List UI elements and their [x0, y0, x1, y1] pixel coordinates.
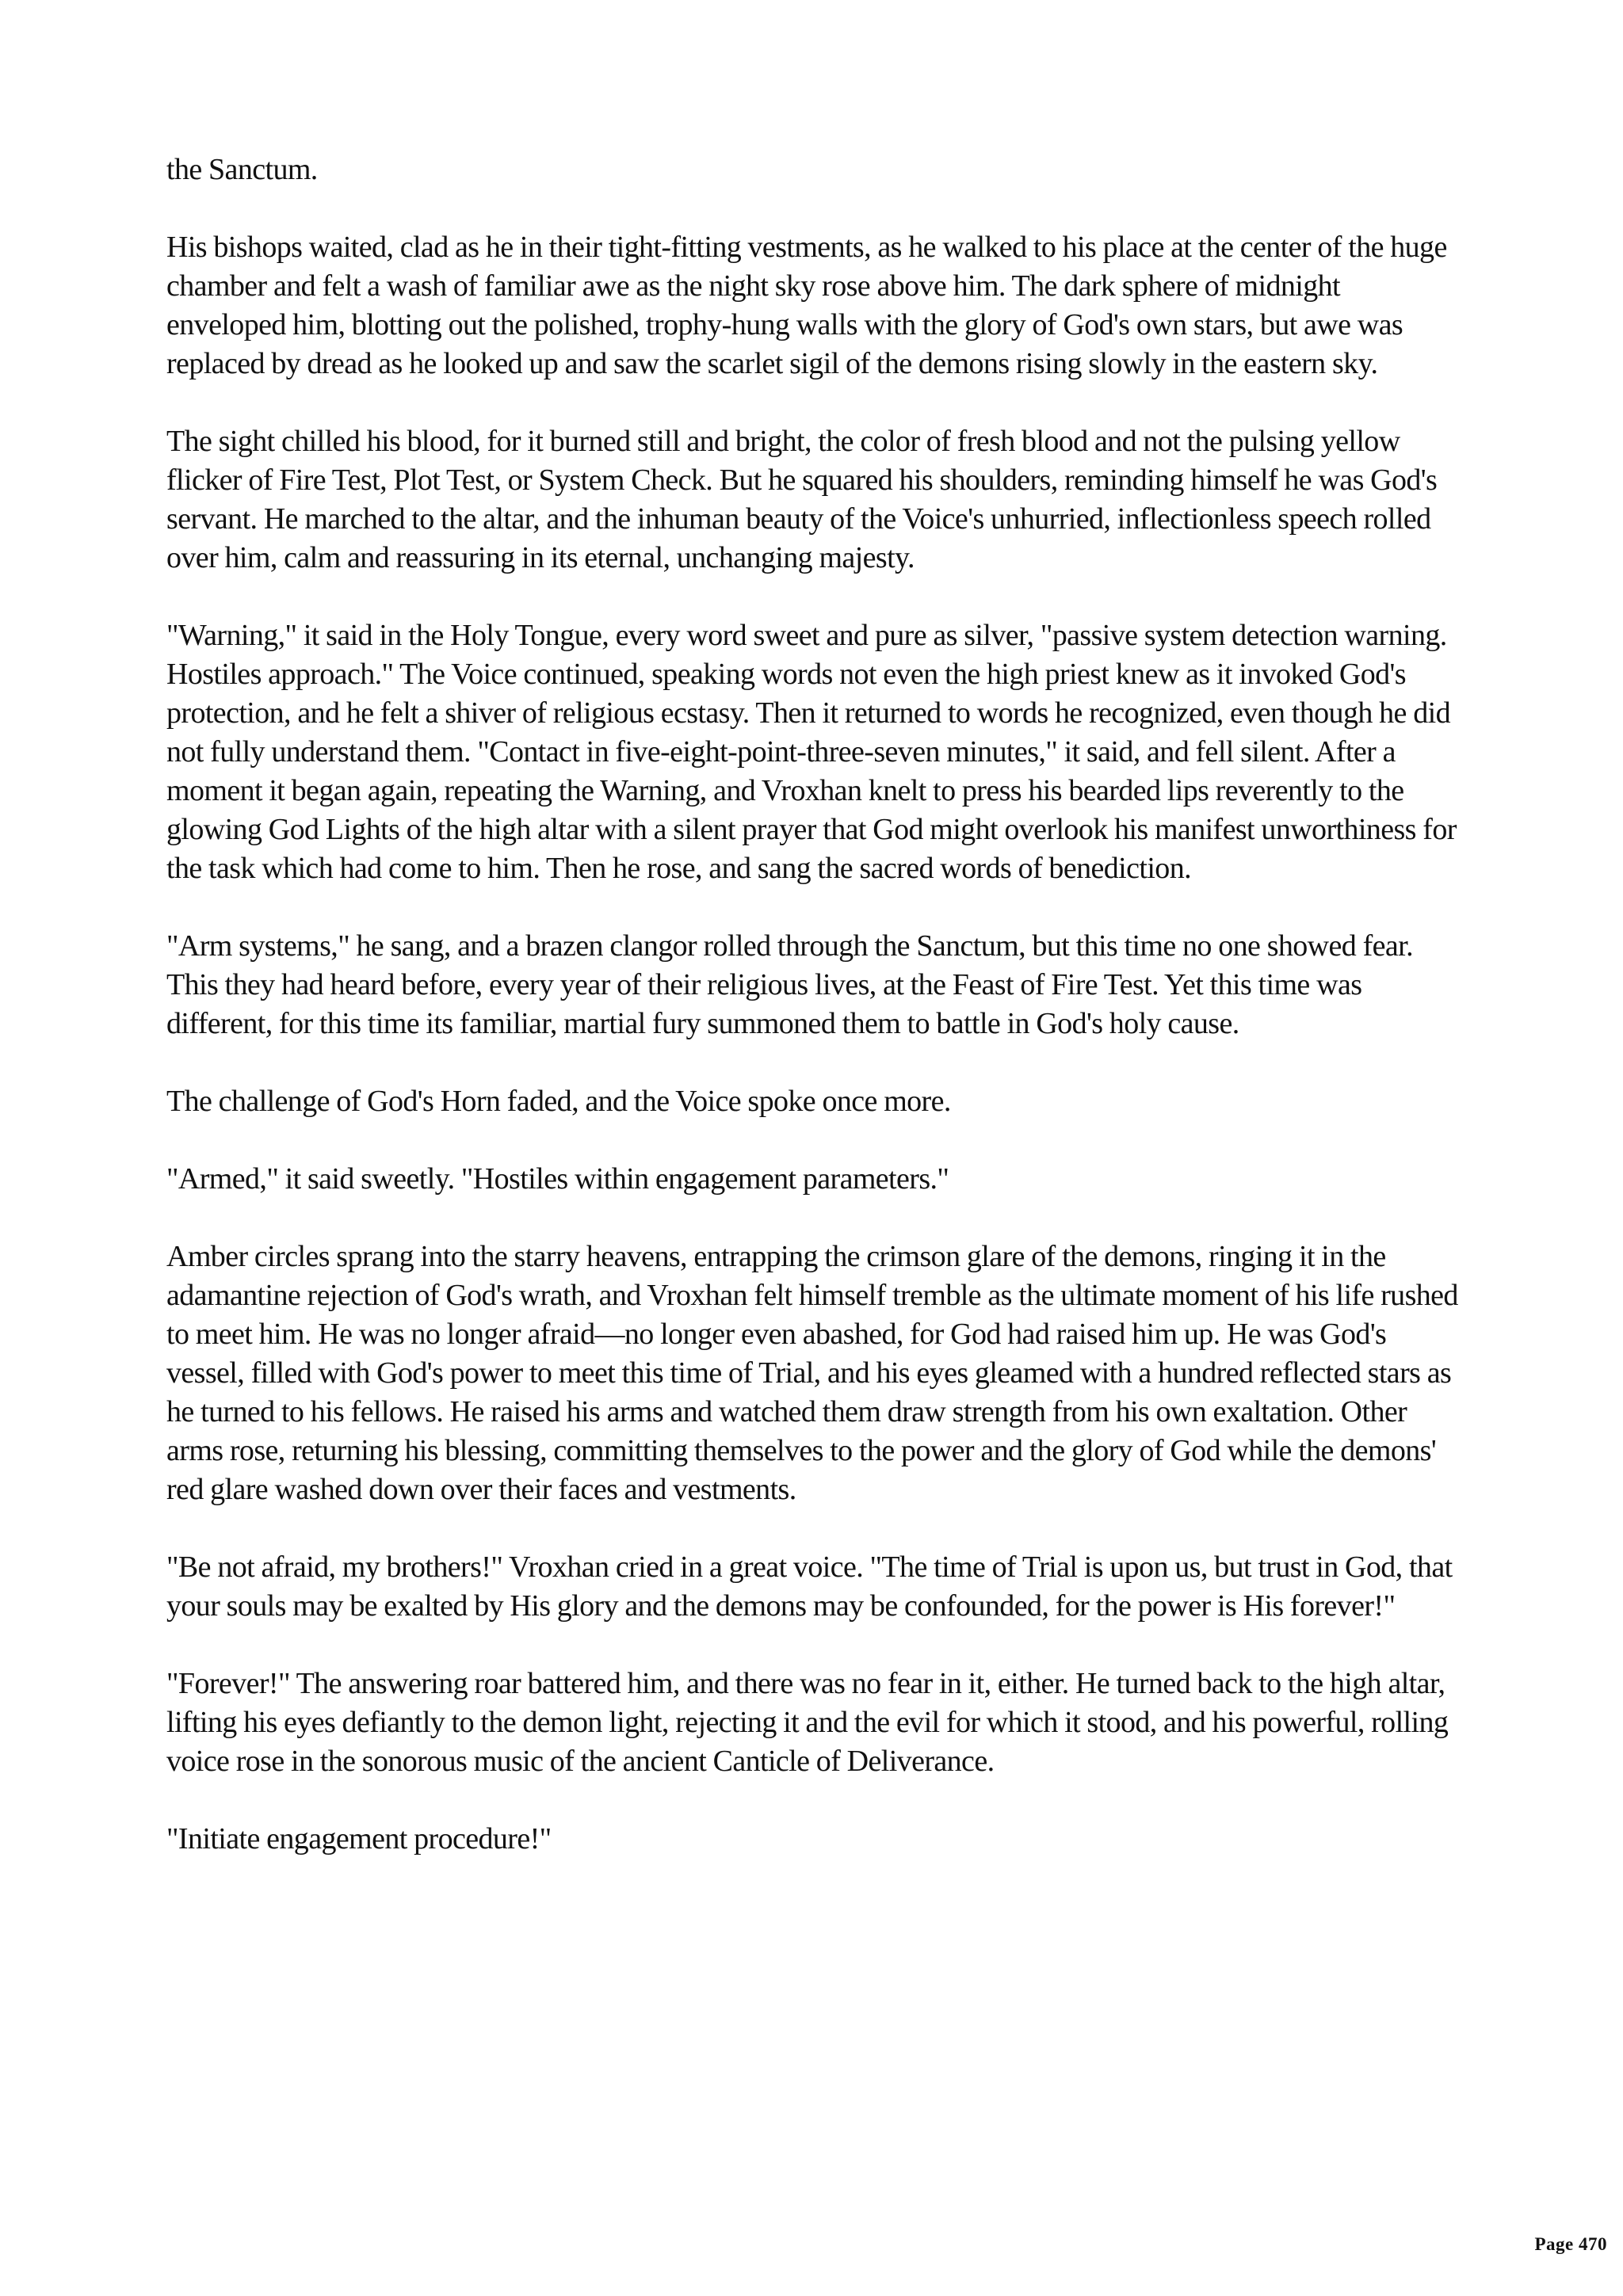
paragraph-5: "Arm systems," he sang, and a brazen clangor rolled through the Sanctum, but this time no one showed fear. This they had heard before, every year of their religious lives, at the Feast of Fire Test. Yet this time was different, for this time its familiar, martial fury summoned them to battle in God's holy cause. [166, 929, 1414, 1040]
paragraph-10: "Forever!" The answering roar battered him, and there was no fear in it, either. He turned back to the high altar, lifting his eyes defiantly to the demon light, rejecting it and the evil for which it stood, and his powerful, rolling voice rose in the sonorous music of the ancient Canticle of Deliverance. [166, 1667, 1449, 1778]
page-number: Page 470 [1534, 2234, 1607, 2254]
page-body [166, 151, 1466, 1859]
paragraph-3: The sight chilled his blood, for it burned still and bright, the color of fresh blood and not the pulsing yellow flicker of Fire Test, Plot Test, or System Check. But he squared his shoulders, reminding himself he was God's servant. He marched to the altar, and the inhuman beauty of the Voice's unhurried, inflectionless speech rolled over him, calm and reassuring in its eternal, unchanging majesty. [166, 425, 1438, 574]
paragraph-7: "Armed," it said sweetly. "Hostiles within engagement parameters." [166, 1162, 949, 1196]
paragraph-1: the Sanctum. [166, 153, 318, 186]
paragraph-4: "Warning," it said in the Holy Tongue, every word sweet and pure as silver, "passive system detection warning. Hostiles approach." The Voice continued, speaking words not even the high priest knew as it invoked God's protection, and he felt a shiver of religious ecstasy. Then it returned to words he recognized, even though he did not fully understand them. "Contact in five-eight-point-three-seven minutes," it said, and fell silent. After a moment it began again, repeating the Warning, and Vroxhan knelt to press his bearded lips reverently to the glowing God Lights of the high altar with a silent prayer that God might overlook his manifest unworthiness for the task which had come to him. Then he rose, and sang the sacred words of benediction. [166, 619, 1457, 885]
paragraph-11: "Initiate engagement procedure!" [166, 1822, 552, 1855]
paragraph-6: The challenge of God's Horn faded, and the Voice spoke once more. [166, 1085, 951, 1118]
paragraph-2: His bishops waited, clad as he in their tight-fitting vestments, as he walked to his place at the center of the huge chamber and felt a wash of familiar awe as the night sky rose above him. The dark sphere of midnight enveloped him, blotting out the polished, trophy-hung walls with the glory of God's own stars, but awe was replaced by dread as he looked up and saw the scarlet sigil of the demons rising slowly in the eastern sky. [166, 231, 1447, 380]
paragraph-9: "Be not afraid, my brothers!" Vroxhan cried in a great voice. "The time of Trial is upon us, but trust in God, that your souls may be exalted by His glory and the demons may be confounded, for the power is His forever!" [166, 1550, 1453, 1623]
paragraph-8: Amber circles sprang into the starry heavens, entrapping the crimson glare of the demons, ringing it in the adamantine rejection of God's wrath, and Vroxhan felt himself tremble as the ultimate moment of his life rushed to meet him. He was no longer afraid—no longer even abashed, for God had raised him up. He was God's vessel, filled with God's power to meet this time of Trial, and his eyes gleamed with a hundred reflected stars as he turned to his fellows. He raised his arms and watched them draw strength from his own exaltation. Other arms rose, returning his blessing, committing themselves to the power and the glory of God while the demons' red glare washed down over their faces and vestments. [166, 1240, 1458, 1506]
